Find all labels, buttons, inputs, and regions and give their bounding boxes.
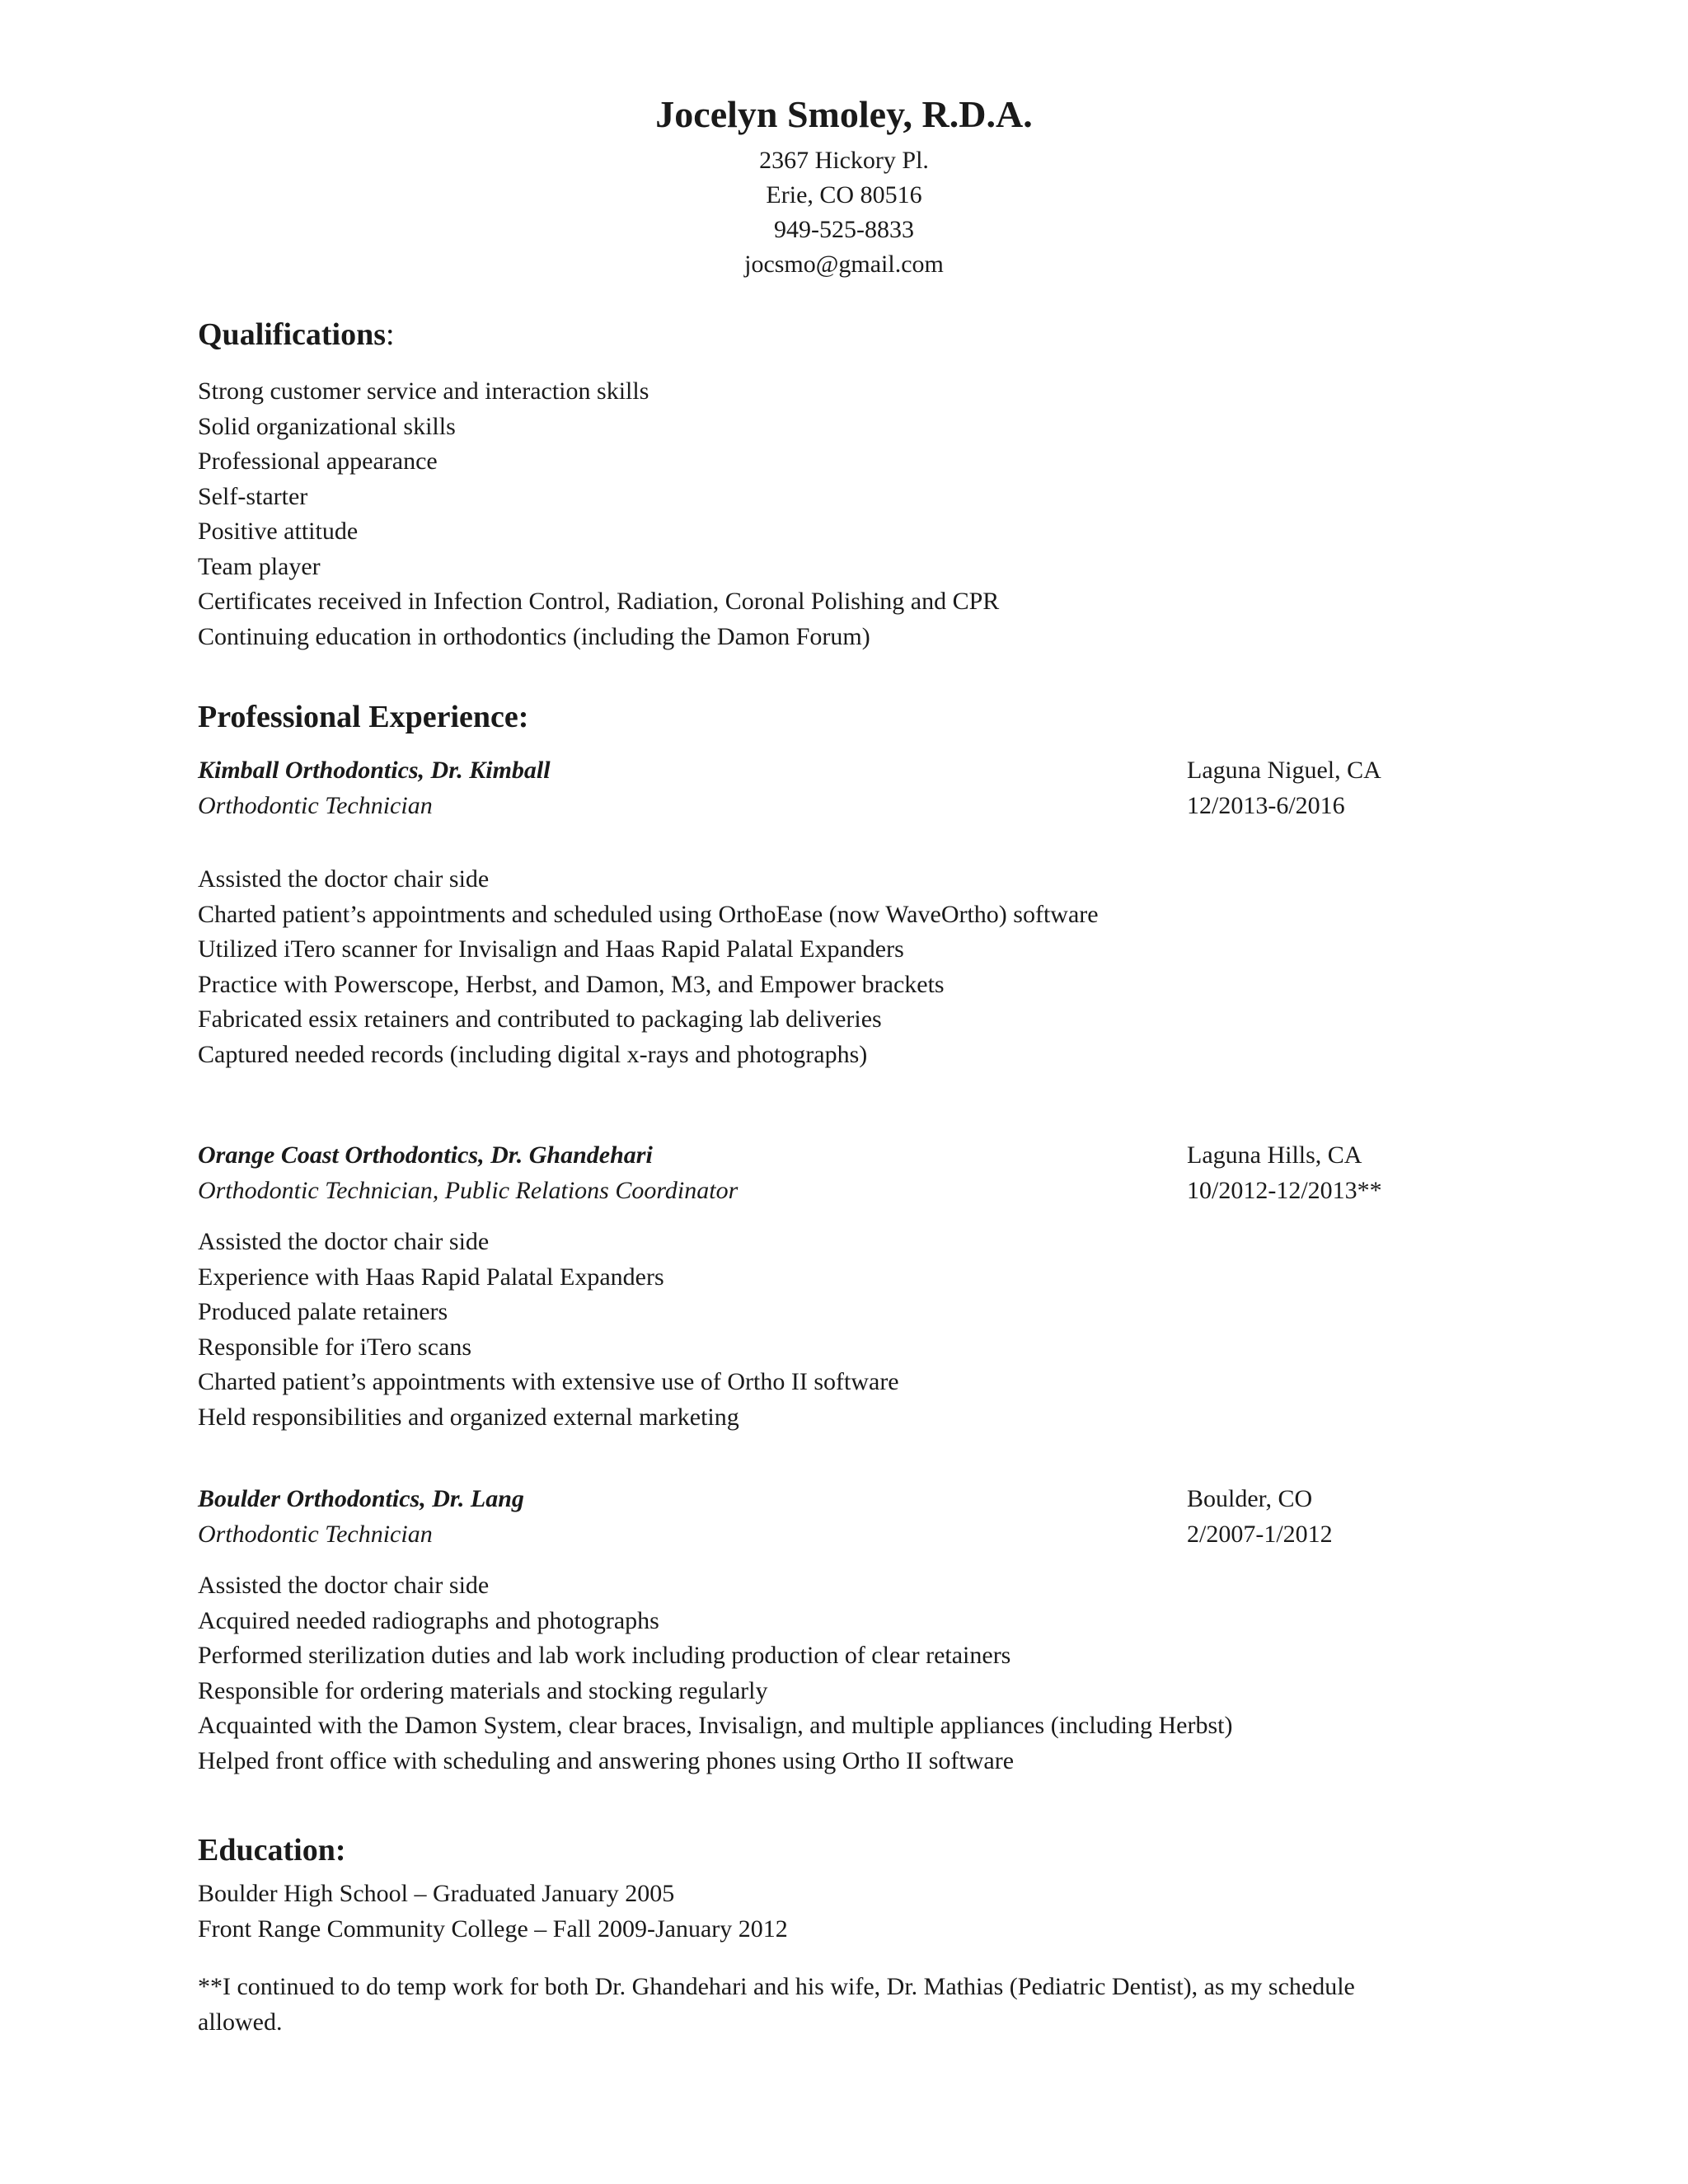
qualifications-list [198, 374, 999, 654]
duties-list [198, 1225, 899, 1435]
applicant-name: Jocelyn Smoley, R.D.A. [655, 93, 1033, 135]
city-line: Erie, CO 80516 [766, 181, 922, 209]
list-item: Acquired needed radiographs and photographs [198, 1606, 659, 1634]
job-location: Laguna Niguel, CA [1187, 757, 1381, 784]
list-item: Responsible for iTero scans [198, 1333, 471, 1361]
list-item: Fabricated essix retainers and contributed to packaging lab deliveries [198, 1005, 882, 1033]
employer-name: Boulder Orthodontics, Dr. Lang [198, 1485, 524, 1512]
list-item: Team player [198, 552, 321, 580]
list-item: Boulder High School – Graduated January 2005 [198, 1880, 675, 1907]
email-address: jocsmo@gmail.com [744, 251, 944, 278]
phone-number: 949-525-8833 [774, 216, 914, 243]
job-location: Laguna Hills, CA [1187, 1141, 1362, 1169]
list-item: Acquainted with the Damon System, clear braces, Invisalign, and multiple appliances (including Herbst) [198, 1712, 1233, 1739]
list-item: Produced palate retainers [198, 1298, 448, 1325]
list-item: Certificates received in Infection Control, Radiation, Coronal Polishing and CPR [198, 588, 1000, 615]
list-item: Practice with Powerscope, Herbst, and Damon, M3, and Empower brackets [198, 970, 945, 998]
duties-list [198, 862, 1099, 1072]
list-item: Continuing education in orthodontics (including the Damon Forum) [198, 622, 870, 650]
address-line: 2367 Hickory Pl. [759, 147, 929, 174]
job-dates: 2/2007-1/2012 [1187, 1521, 1333, 1548]
list-item: Assisted the doctor chair side [198, 1228, 490, 1255]
duties-list [198, 1568, 1233, 1779]
list-item: Assisted the doctor chair side [198, 1572, 490, 1599]
list-item: Strong customer service and interaction skills [198, 377, 649, 405]
list-item: Responsible for ordering materials and stocking regularly [198, 1676, 768, 1704]
education-heading: Education: [198, 1833, 346, 1868]
list-item: Assisted the doctor chair side [198, 865, 490, 893]
list-item: Charted patient’s appointments with extensive use of Ortho II software [198, 1368, 899, 1395]
list-item: Utilized iTero scanner for Invisalign and Haas Rapid Palatal Expanders [198, 935, 904, 963]
list-item: Professional appearance [198, 448, 438, 475]
experience-heading: Professional Experience: [198, 700, 529, 734]
job-title: Orthodontic Technician, Public Relations Coordinator [198, 1177, 738, 1204]
job-location: Boulder, CO [1187, 1485, 1313, 1512]
list-item: Self-starter [198, 482, 308, 510]
list-item: Positive attitude [198, 518, 359, 545]
qualifications-heading-colon: : [386, 317, 395, 352]
job-dates: 12/2013-6/2016 [1187, 792, 1345, 819]
list-item: Captured needed records (including digital x-rays and photographs) [198, 1040, 868, 1068]
list-item: Held responsibilities and organized external marketing [198, 1403, 739, 1431]
education-list [198, 1877, 788, 1947]
job-title: Orthodontic Technician [198, 1521, 433, 1548]
list-item: Helped front office with scheduling and answering phones using Ortho II software [198, 1746, 1015, 1774]
employer-name: Kimball Orthodontics, Dr. Kimball [198, 757, 551, 784]
list-item: Front Range Community College – Fall 2009-January 2012 [198, 1915, 788, 1943]
list-item: Solid organizational skills [198, 412, 456, 440]
employer-name: Orange Coast Orthodontics, Dr. Ghandehari [198, 1141, 653, 1169]
list-item: Experience with Haas Rapid Palatal Expanders [198, 1263, 664, 1291]
list-item: Performed sterilization duties and lab work including production of clear retainers [198, 1642, 1011, 1669]
job-title: Orthodontic Technician [198, 792, 433, 819]
qualifications-heading [198, 316, 395, 353]
list-item: Charted patient’s appointments and scheduled using OrthoEase (now WaveOrtho) software [198, 900, 1099, 928]
job-dates: 10/2012-12/2013** [1187, 1177, 1382, 1204]
footnote: **I continued to do temp work for both Dr. Ghandehari and his wife, Dr. Mathias (Pediatric Dentist), as my schedule allowed. [198, 1973, 1355, 2036]
qualifications-heading-text: Qualifications [198, 317, 387, 352]
